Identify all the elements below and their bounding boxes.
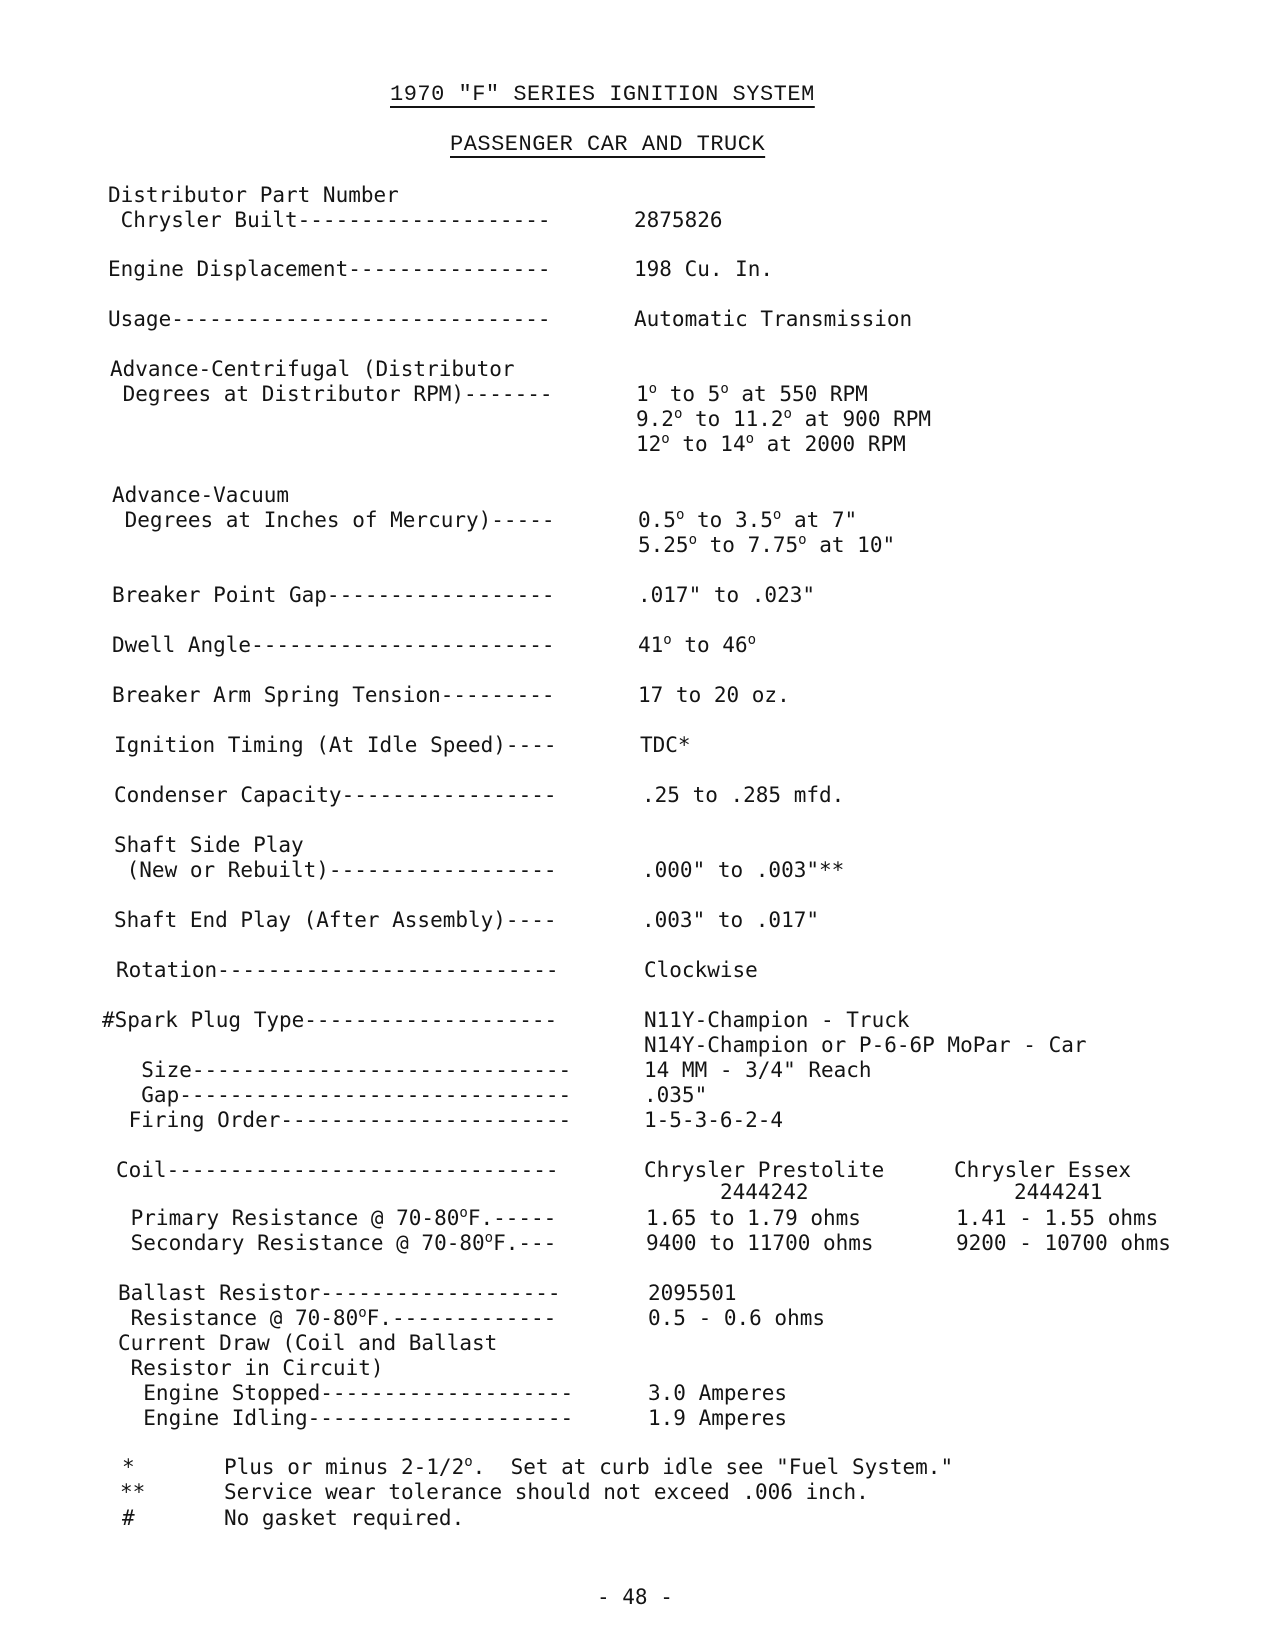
engine-idling-label: Engine Idling--------------------- — [118, 1406, 574, 1430]
ballast-resistor-value: 2095501 — [648, 1281, 737, 1305]
condenser-capacity-label: Condenser Capacity----------------- — [114, 783, 557, 807]
footnote-mark-double-asterisk: ** — [120, 1480, 146, 1504]
advance-vacuum-value-2: 5.25$^o$ to 7.75$^o$ at 10" — [638, 532, 896, 557]
advance-vacuum-label-1: Advance-Vacuum — [112, 483, 290, 507]
dwell-angle-label: Dwell Angle------------------------ — [112, 633, 555, 657]
ballast-resistance-label: Resistance @ 70-80$^o$F.------------- — [118, 1305, 557, 1330]
primary-resistance-col1: 1.65 to 1.79 ohms — [646, 1206, 861, 1230]
distributor-part-value: 2875826 — [634, 208, 723, 232]
engine-displacement-value: 198 Cu. In. — [634, 257, 774, 281]
engine-stopped-label: Engine Stopped-------------------- — [118, 1381, 574, 1405]
shaft-end-play-label: Shaft End Play (After Assembly)---- — [114, 908, 557, 932]
coil-col1-part: 2444242 — [720, 1180, 809, 1204]
document-subtitle: PASSENGER CAR AND TRUCK — [450, 132, 766, 157]
ballast-resistance-value: 0.5 - 0.6 ohms — [648, 1306, 826, 1330]
spark-plug-value-truck: N11Y-Champion - Truck — [644, 1008, 910, 1032]
shaft-end-play-value: .003" to .017" — [642, 908, 820, 932]
current-draw-label-2: Resistor in Circuit) — [118, 1356, 384, 1380]
footnote-double-asterisk-text: Service wear tolerance should not exceed .006 inch. — [224, 1480, 869, 1504]
primary-resistance-label: Primary Resistance @ 70-80$^o$F.----- — [118, 1205, 557, 1230]
ignition-timing-label: Ignition Timing (At Idle Speed)---- — [114, 733, 557, 757]
advance-vacuum-label-2: Degrees at Inches of Mercury)----- — [112, 508, 555, 532]
secondary-resistance-label: Secondary Resistance @ 70-80$^o$F.--- — [118, 1230, 557, 1255]
spark-plug-value-car: N14Y-Champion or P-6-6P MoPar - Car — [644, 1033, 1087, 1057]
firing-order-label: Firing Order----------------------- — [116, 1108, 572, 1132]
spring-tension-value: 17 to 20 oz. — [638, 683, 790, 707]
distributor-part-label-2: Chrysler Built-------------------- — [108, 208, 551, 232]
shaft-side-play-value: .000" to .003"** — [642, 858, 845, 882]
condenser-capacity-value: .25 to .285 mfd. — [642, 783, 845, 807]
spark-plug-label: #Spark Plug Type-------------------- — [102, 1008, 558, 1032]
coil-label: Coil------------------------------- — [116, 1158, 559, 1182]
footnote-mark-asterisk: * — [122, 1455, 135, 1479]
current-draw-label-1: Current Draw (Coil and Ballast — [118, 1331, 498, 1355]
ballast-resistor-label: Ballast Resistor------------------- — [118, 1281, 561, 1305]
document-title: 1970 "F" SERIES IGNITION SYSTEM — [390, 82, 815, 107]
advance-vacuum-value-1: 0.5$^o$ to 3.5$^o$ at 7" — [638, 507, 858, 532]
footnote-mark-hash: # — [122, 1506, 135, 1530]
usage-value: Automatic Transmission — [634, 307, 913, 331]
usage-label: Usage------------------------------ — [108, 307, 551, 331]
secondary-resistance-col2: 9200 - 10700 ohms — [956, 1231, 1171, 1255]
shaft-side-play-label-1: Shaft Side Play — [114, 833, 304, 857]
rotation-label: Rotation--------------------------- — [116, 958, 559, 982]
engine-stopped-value: 3.0 Amperes — [648, 1381, 788, 1405]
footnote-asterisk-text: Plus or minus 2-1/2$^o$. Set at curb idle see "Fuel System." — [224, 1454, 954, 1479]
footnote-hash-text: No gasket required. — [224, 1506, 465, 1530]
spark-plug-gap-label: Gap------------------------------- — [116, 1083, 572, 1107]
breaker-point-gap-label: Breaker Point Gap------------------ — [112, 583, 555, 607]
breaker-point-gap-value: .017" to .023" — [638, 583, 816, 607]
page-number: - 48 - — [597, 1585, 673, 1609]
rotation-value: Clockwise — [644, 958, 758, 982]
spark-plug-size-value: 14 MM - 3/4" Reach — [644, 1058, 872, 1082]
dwell-angle-value: 41$^o$ to 46$^o$ — [638, 632, 757, 657]
primary-resistance-col2: 1.41 - 1.55 ohms — [956, 1206, 1159, 1230]
advance-centrifugal-label-1: Advance-Centrifugal (Distributor — [110, 357, 515, 381]
engine-idling-value: 1.9 Amperes — [648, 1406, 788, 1430]
engine-displacement-label: Engine Displacement---------------- — [108, 257, 551, 281]
distributor-part-label-1: Distributor Part Number — [108, 183, 399, 207]
ignition-timing-value: TDC* — [640, 733, 691, 757]
spark-plug-size-label: Size------------------------------ — [116, 1058, 572, 1082]
secondary-resistance-col1: 9400 to 11700 ohms — [646, 1231, 874, 1255]
spark-plug-gap-value: .035" — [644, 1083, 708, 1107]
advance-centrifugal-value-1: 1$^o$ to 5$^o$ at 550 RPM — [636, 381, 868, 406]
advance-centrifugal-value-3: 12$^o$ to 14$^o$ at 2000 RPM — [636, 431, 906, 456]
advance-centrifugal-label-2: Degrees at Distributor RPM)------- — [110, 382, 553, 406]
spring-tension-label: Breaker Arm Spring Tension--------- — [112, 683, 555, 707]
advance-centrifugal-value-2: 9.2$^o$ to 11.2$^o$ at 900 RPM — [636, 406, 932, 431]
coil-col2-part: 2444241 — [1014, 1180, 1103, 1204]
shaft-side-play-label-2: (New or Rebuilt)------------------ — [114, 858, 557, 882]
firing-order-value: 1-5-3-6-2-4 — [644, 1108, 784, 1132]
coil-col1-heading: Chrysler Prestolite — [644, 1158, 885, 1182]
coil-col2-heading: Chrysler Essex — [954, 1158, 1132, 1182]
